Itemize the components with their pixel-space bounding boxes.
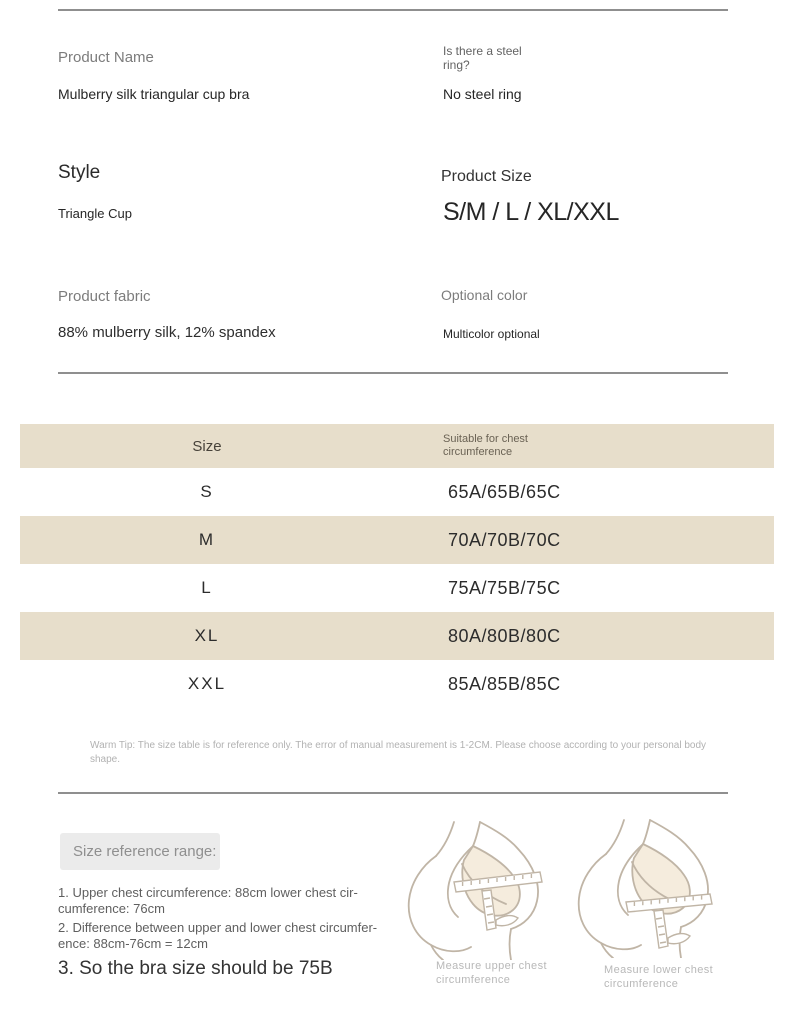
size-cell: L <box>201 578 213 597</box>
range-cell: 80A/80B/80C <box>448 625 561 646</box>
size-table-header-row <box>20 424 774 468</box>
divider-bottom <box>58 792 728 794</box>
product-name-label: Product Name <box>58 49 154 66</box>
measure-upper-chest-illustration-icon <box>398 820 558 960</box>
warm-tip-note: Warm Tip: The size table is for reference only. The error of manual measurement is 1-2CM. Please choose according to your personal body shape. <box>90 740 707 765</box>
optional-color-value: Multicolor optional <box>443 327 540 341</box>
range-cell: 75A/75B/75C <box>448 577 561 598</box>
measure-lower-chest-illustration-icon <box>568 818 728 958</box>
size-cell: XXL <box>187 674 227 693</box>
table-row <box>20 468 774 516</box>
product-size-label: Product Size <box>441 168 532 185</box>
product-name-value: Mulberry silk triangular cup bra <box>58 86 250 102</box>
product-size-value: S/M / L / XL/XXL <box>443 198 619 226</box>
lower-measure-caption: Measure lower chest circumference <box>604 964 714 991</box>
steel-ring-label: Is there a steel ring? <box>443 44 522 73</box>
reference-step-2: 2. Difference between upper and lower chest circumfer- ence: 88cm-76cm = 12cm <box>58 920 378 951</box>
divider-top <box>58 9 728 11</box>
size-cell: XL <box>194 626 220 645</box>
size-table <box>20 424 774 708</box>
size-cell: M <box>198 530 216 549</box>
size-reference-title-box <box>60 833 220 870</box>
table-row <box>20 564 774 612</box>
style-label: Style <box>58 162 101 183</box>
table-row <box>20 660 774 708</box>
table-row <box>20 612 774 660</box>
optional-color-label: Optional color <box>441 287 528 303</box>
size-column-header: Size <box>192 437 222 455</box>
size-cell: S <box>200 482 214 501</box>
range-cell: 85A/85B/85C <box>448 673 561 694</box>
reference-step-1: 1. Upper chest circumference: 88cm lower chest cir- cumference: 76cm <box>58 885 358 916</box>
fabric-label: Product fabric <box>58 288 151 305</box>
reference-conclusion: 3. So the bra size should be 75B <box>58 958 333 979</box>
range-column-header: Suitable for chest circumference <box>443 433 528 458</box>
range-cell: 70A/70B/70C <box>448 529 561 550</box>
divider-middle <box>58 372 728 374</box>
size-reference-title: Size reference range: <box>73 843 217 860</box>
range-cell: 65A/65B/65C <box>448 481 561 502</box>
steel-ring-value: No steel ring <box>443 86 522 102</box>
fabric-value: 88% mulberry silk, 12% spandex <box>58 324 276 341</box>
upper-measure-caption: Measure upper chest circumference <box>436 960 547 987</box>
table-row <box>20 516 774 564</box>
style-value: Triangle Cup <box>58 206 132 221</box>
